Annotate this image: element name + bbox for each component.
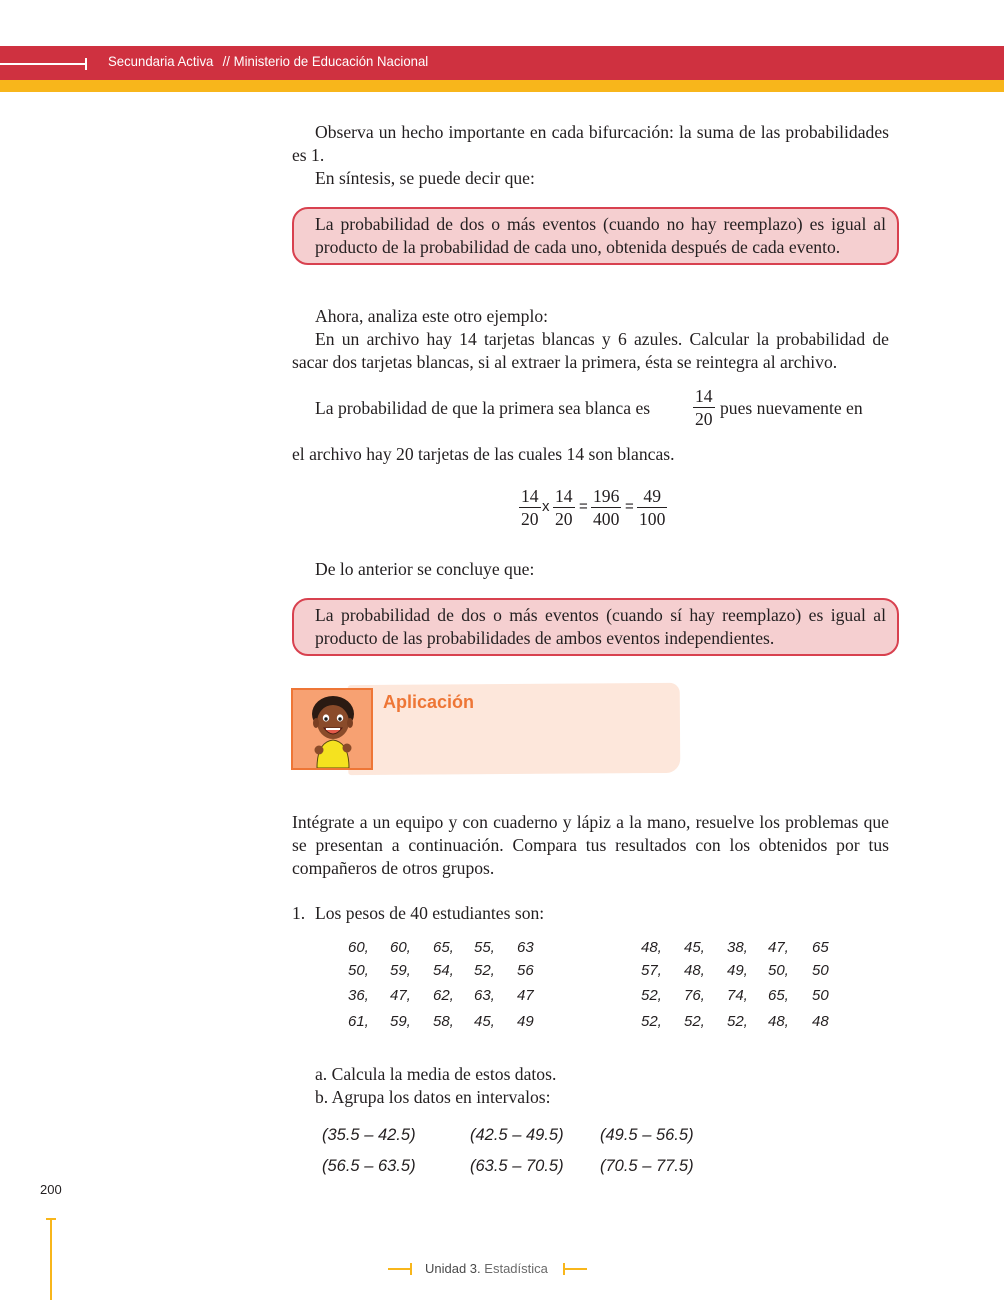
header-ministry: Ministerio de Educación Nacional [233,53,429,69]
paragraph-probability-first: La probabilidad de que la primera sea blanca es [315,398,651,418]
equation-f4-num: 49 [637,485,667,508]
footer-unit: Unidad 3. [425,1261,481,1276]
fraction-denominator: 20 [695,409,713,429]
interval-label: (42.5 – 49.5) [470,1126,564,1144]
weight-value: 50 [812,962,829,979]
weight-value: 61, [348,1013,369,1030]
equation-f3-num: 196 [593,486,620,506]
weight-value: 48, [641,939,662,956]
weight-value: 58, [433,1013,454,1030]
weight-value: 50, [768,962,789,979]
paragraph-team-instructions: Intégrate a un equipo y con cuaderno y lápiz a la mano, resuelve los problemas que se presentan a continuación. Compara tus resultados con los obtenidos por tus compañeros de otros grupos. [292,812,889,878]
weight-value: 52, [474,962,495,979]
weight-value: 52, [684,1013,705,1030]
question-b: b. Agrupa los datos en intervalos: [315,1087,551,1107]
weight-value: 50 [812,987,829,1004]
footer-topic: Estadística [484,1261,548,1276]
equation-fraction-4 [637,485,667,530]
equation-f2-den: 20 [555,509,573,529]
equation-equals-2: = [625,498,634,515]
footer-unit-label [425,1261,548,1276]
paragraph-conclusion: De lo anterior se concluye que: [315,559,535,579]
weight-value: 63 [517,939,534,956]
weight-value: 60, [390,939,411,956]
rule-box-with-replacement [292,598,899,656]
question-1-number: 1. [292,903,306,923]
weight-value: 60, [348,939,369,956]
weight-value: 59, [390,1013,411,1030]
weight-value: 45, [474,1013,495,1030]
equation-times: x [542,498,550,515]
interval-label: (56.5 – 63.5) [322,1157,416,1175]
header-rule-tick [85,58,87,70]
footer-rule-right [563,1268,587,1270]
fraction-first-white [693,385,715,430]
weight-value: 52, [641,1013,662,1030]
paragraph-another-example: Ahora, analiza este otro ejemplo: [315,306,549,326]
weight-value: 62, [433,987,454,1004]
footer-rule-left [388,1268,412,1270]
header-series: Secundaria Activa [108,53,214,69]
equation-f4-den: 100 [639,509,666,529]
weight-value: 49, [727,962,748,979]
weight-value: 49 [517,1013,534,1030]
interval-label: (70.5 – 77.5) [600,1157,694,1175]
student-character-icon [293,690,371,768]
weight-value: 65 [812,939,829,956]
question-a: a. Calcula la media de estos datos. [315,1064,557,1084]
question-1-text: Los pesos de 40 estudiantes son: [315,903,545,923]
weight-value: 36, [348,987,369,1004]
aplicacion-character-frame [291,688,373,770]
weight-value: 65, [768,987,789,1004]
weight-value: 76, [684,987,705,1004]
weight-value: 48, [684,962,705,979]
weight-value: 48 [812,1013,829,1030]
weight-value: 45, [684,939,705,956]
rule-box-no-replacement [292,207,899,265]
weight-value: 47 [517,987,534,1004]
weight-value: 63, [474,987,495,1004]
equation-equals-1: = [579,498,588,515]
weight-value: 48, [768,1013,789,1030]
paragraph-problem-statement: En un archivo hay 14 tarjetas blancas y 6 azules. Calcular la probabilidad de sacar dos tarjetas blancas, si al extraer la primera, ésta se reintegra al archivo. [292,329,889,372]
equation-fraction-2 [553,485,575,530]
weight-value: 74, [727,987,748,1004]
weight-value: 52, [641,987,662,1004]
page-margin-bar [50,1218,52,1300]
weight-value: 47, [768,939,789,956]
equation-f3-den: 400 [593,509,620,529]
footer-tick-left [410,1263,412,1275]
rule-text-no-replacement: La probabilidad de dos o más eventos (cuando no hay reemplazo) es igual al producto de la probabilidad de cada uno, obtenida después de cada evento. [315,214,886,257]
header-title [108,53,428,69]
paragraph-synthesis: En síntesis, se puede decir que: [315,168,535,188]
paragraph-probability-continued: pues nuevamente en [720,398,863,418]
aplicacion-title: Aplicación [383,692,475,712]
header-separator: // [222,53,230,69]
interval-label: (35.5 – 42.5) [322,1126,416,1144]
equation-f1-den: 20 [521,509,539,529]
rule-text-with-replacement: La probabilidad de dos o más eventos (cuando sí hay reemplazo) es igual al producto de las probabilidades de ambos eventos independientes. [315,605,886,648]
weight-value: 47, [390,987,411,1004]
paragraph-bifurcation: Observa un hecho importante en cada bifurcación: la suma de las probabilidades es 1. [292,122,889,165]
page-margin-bar-cap [46,1218,56,1220]
weight-value: 57, [641,962,662,979]
header-accent-strip [0,80,1004,92]
equation-f2-num: 14 [555,486,573,506]
weight-value: 54, [433,962,454,979]
weight-value: 59, [390,962,411,979]
weight-value: 38, [727,939,748,956]
page-number: 200 [40,1182,62,1197]
weight-value: 52, [727,1013,748,1030]
weight-value: 55, [474,939,495,956]
interval-label: (49.5 – 56.5) [600,1126,694,1144]
equation-fraction-3 [591,485,621,530]
equation-f1-num: 14 [521,486,539,506]
weight-value: 50, [348,962,369,979]
header-rule [0,63,86,65]
weight-value: 65, [433,939,454,956]
equation-fraction-1 [519,485,541,530]
paragraph-archive-20: el archivo hay 20 tarjetas de las cuales 14 son blancas. [292,444,675,464]
weight-value: 56 [517,962,534,979]
interval-label: (63.5 – 70.5) [470,1157,564,1175]
fraction-numerator: 14 [695,386,713,406]
